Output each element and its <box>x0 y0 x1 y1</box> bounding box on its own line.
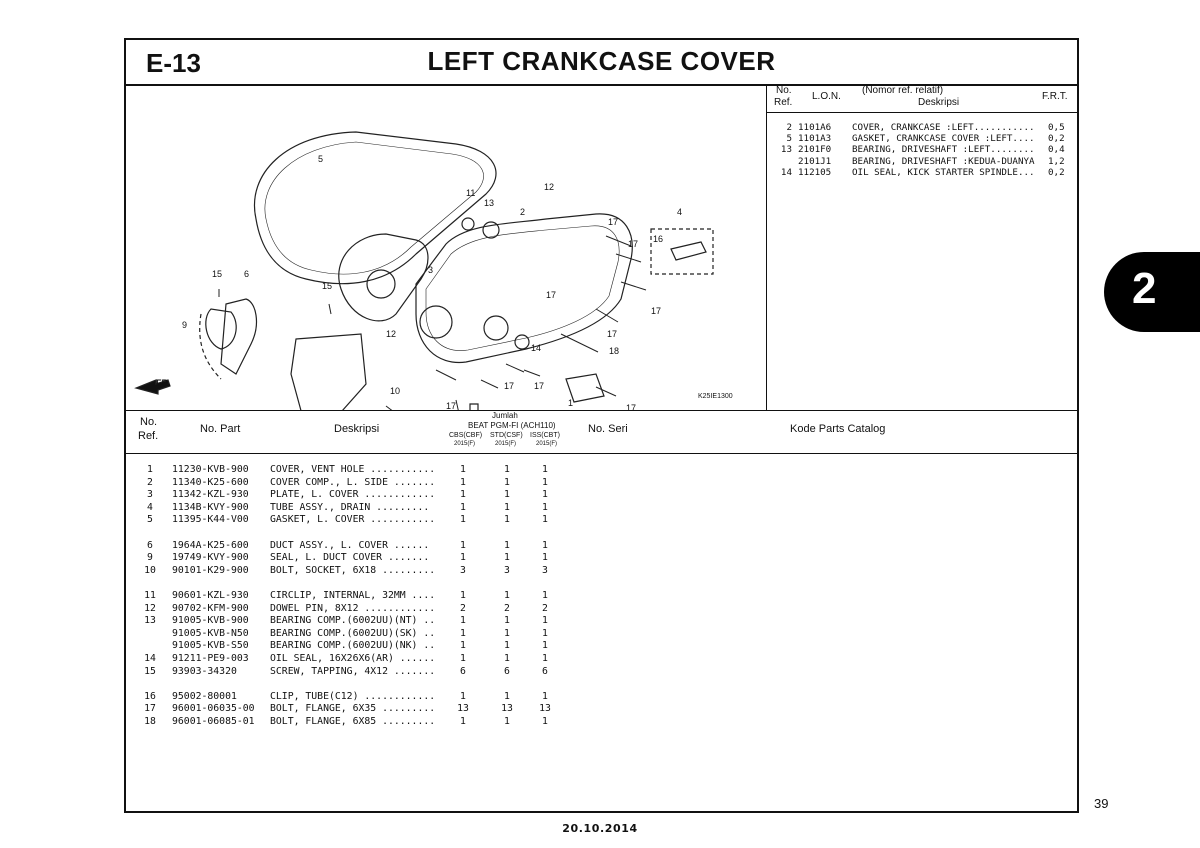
cell-desc: GASKET, L. COVER ........... <box>270 514 436 526</box>
cell-desc: BOLT, FLANGE, 6X35 ......... <box>270 703 436 715</box>
cell-part: 11342-KZL-930 <box>172 489 249 501</box>
callout-17f: 17 <box>534 381 545 391</box>
table-row <box>126 464 1077 477</box>
catalog-page-frame <box>124 38 1079 813</box>
cell-part: 90601-KZL-930 <box>172 590 249 601</box>
callout-17c: 17 <box>651 306 662 316</box>
cell-q-0: 1 <box>460 539 466 551</box>
col-ref: Ref. <box>138 430 159 442</box>
cell-q-1: 1 <box>504 514 510 526</box>
table-row <box>126 640 1077 653</box>
variant-1-year: 2015(F) <box>454 441 476 447</box>
ref-row <box>766 133 1079 144</box>
table-row <box>126 653 1077 666</box>
callout-17b: 17 <box>628 239 639 249</box>
cell-q-2: 1 <box>542 514 548 526</box>
cell-no: 2 <box>147 476 153 488</box>
cell-q-2: 1 <box>542 464 548 475</box>
cell-q-1: 1 <box>504 640 510 652</box>
callout-12b: 12 <box>544 182 555 192</box>
cell-part: 93903-34320 <box>172 665 237 677</box>
callout-10: 10 <box>390 386 401 396</box>
cell-desc: CIRCLIP, INTERNAL, 32MM .... <box>270 590 436 601</box>
cell-desc: BEARING COMP.(6002UU)(NK) .. <box>270 640 436 652</box>
cell-part: 91211-PE9-003 <box>172 653 249 664</box>
table-row <box>126 628 1077 641</box>
table-row <box>126 489 1077 502</box>
ref-cell-desc: BEARING, DRIVESHAFT :KEDUA-DUANYA <box>852 155 1035 167</box>
callout-5: 5 <box>318 154 324 164</box>
ref-col-desk: Deskripsi <box>918 97 960 108</box>
col-seri: No. Seri <box>588 423 628 435</box>
callout-14: 14 <box>531 343 542 353</box>
ref-cell-no: 14 <box>780 166 792 178</box>
ref-col-ref: Ref. <box>774 97 793 108</box>
cell-q-1: 1 <box>504 627 510 639</box>
fr-label: FR. <box>156 378 171 388</box>
callout-17k: 17 <box>546 290 557 300</box>
callout-17e: 17 <box>504 381 515 391</box>
cell-no: 10 <box>144 564 156 576</box>
cell-q-2: 1 <box>542 690 548 702</box>
cell-q-0: 1 <box>460 653 466 664</box>
callout-13: 13 <box>484 198 495 208</box>
cell-q-0: 1 <box>460 552 466 564</box>
ref-cell-lon: 112105 <box>798 166 832 178</box>
variant-1: CBS(CBF) <box>449 432 483 439</box>
cell-no: 1 <box>147 464 153 475</box>
cell-q-1: 13 <box>501 703 513 715</box>
callout-11: 11 <box>466 188 476 198</box>
ref-cell-desc: OIL SEAL, KICK STARTER SPINDLE... <box>852 166 1035 178</box>
ref-cell-frt: 0,2 <box>1048 133 1065 145</box>
cell-no: 17 <box>144 703 156 715</box>
cell-q-0: 1 <box>460 627 466 639</box>
cell-part: 96001-06035-00 <box>172 703 255 715</box>
cell-no: 18 <box>144 716 156 727</box>
cell-no: 4 <box>147 501 153 513</box>
cell-q-1: 1 <box>504 716 510 727</box>
cell-q-2: 2 <box>542 602 548 614</box>
diagram-code: K25IE1300 <box>698 393 733 400</box>
page-number: 39 <box>1094 796 1109 811</box>
ref-row <box>766 156 1079 167</box>
cell-part: 91005-KVB-N50 <box>172 627 249 639</box>
parts-illustration <box>126 84 766 410</box>
ref-cell-desc: BEARING, DRIVESHAFT :LEFT........ <box>852 144 1035 156</box>
cell-q-2: 1 <box>542 539 548 551</box>
callout-18: 18 <box>609 346 620 356</box>
cell-desc: OIL SEAL, 16X26X6(AR) ...... <box>270 653 436 664</box>
cell-q-2: 1 <box>542 640 548 652</box>
cell-q-0: 1 <box>460 716 466 727</box>
cell-q-2: 1 <box>542 489 548 501</box>
table-row <box>126 703 1077 716</box>
cell-q-1: 1 <box>504 476 510 488</box>
callout-12: 12 <box>386 329 397 339</box>
cell-q-1: 1 <box>504 615 510 627</box>
cell-no: 15 <box>144 665 156 677</box>
cell-q-1: 1 <box>504 464 510 475</box>
col-kode: Kode Parts Catalog <box>790 423 886 435</box>
cell-no: 13 <box>144 615 156 627</box>
table-row <box>126 502 1077 515</box>
callout-15: 15 <box>212 269 223 279</box>
cell-q-1: 6 <box>504 665 510 677</box>
seal-outline <box>206 309 236 349</box>
cell-q-1: 1 <box>504 653 510 664</box>
cell-q-0: 1 <box>460 464 466 475</box>
cell-q-0: 1 <box>460 514 466 526</box>
cell-q-0: 3 <box>460 564 466 576</box>
duct-assy-outline <box>221 299 256 374</box>
cell-q-0: 1 <box>460 489 466 501</box>
variant-2: STD(CSF) <box>490 432 523 439</box>
cell-q-0: 1 <box>460 590 466 601</box>
cell-part: 1134B-KVY-900 <box>172 501 249 513</box>
section-tab <box>1104 252 1200 332</box>
page-title: LEFT CRANKCASE COVER <box>427 46 776 76</box>
cell-q-0: 1 <box>460 501 466 513</box>
cell-part: 1964A-K25-600 <box>172 539 249 551</box>
cell-q-1: 1 <box>504 690 510 702</box>
duct-cover-outline <box>291 334 366 410</box>
cell-q-2: 1 <box>542 653 548 664</box>
ref-row <box>766 122 1079 133</box>
cell-q-1: 1 <box>504 590 510 601</box>
callout-9: 9 <box>182 320 188 330</box>
cell-desc: CLIP, TUBE(C12) ............ <box>270 690 436 702</box>
cell-q-2: 1 <box>542 476 548 488</box>
ref-row <box>766 167 1079 178</box>
cell-no: 9 <box>147 552 153 564</box>
ref-cell-no: 5 <box>786 133 792 145</box>
ref-cell-frt: 0,5 <box>1048 122 1065 133</box>
cell-q-2: 3 <box>542 564 548 576</box>
cell-q-2: 1 <box>542 627 548 639</box>
ref-cell-no: 2 <box>786 122 792 133</box>
ref-cell-lon: 1101A3 <box>798 133 832 145</box>
cell-desc: DOWEL PIN, 8X12 ............ <box>270 602 436 614</box>
cell-no: 14 <box>144 653 156 664</box>
cell-q-1: 1 <box>504 501 510 513</box>
callout-1: 1 <box>568 398 574 408</box>
cell-part: 90101-K29-900 <box>172 564 249 576</box>
callout-17a: 17 <box>608 217 619 227</box>
table-row <box>126 603 1077 616</box>
cell-q-1: 1 <box>504 552 510 564</box>
ref-time-panel <box>766 84 1079 410</box>
table-row <box>126 590 1077 603</box>
cell-desc: BEARING COMP.(6002UU)(NT) .. <box>270 615 436 627</box>
cell-q-1: 1 <box>504 489 510 501</box>
col-no: No. <box>140 416 158 428</box>
cell-part: 11340-K25-600 <box>172 476 249 488</box>
ref-cell-lon: 2101F0 <box>798 144 832 156</box>
cell-no: 3 <box>147 489 153 501</box>
table-row <box>126 691 1077 704</box>
cell-q-2: 1 <box>542 716 548 727</box>
ref-panel-header <box>766 84 1079 113</box>
cell-part: 91005-KVB-S50 <box>172 640 249 652</box>
table-row <box>126 615 1077 628</box>
cell-no: 5 <box>147 514 153 526</box>
cell-q-2: 13 <box>539 703 551 715</box>
cell-q-0: 1 <box>460 640 466 652</box>
callout-2: 2 <box>520 207 526 217</box>
cell-q-2: 1 <box>542 552 548 564</box>
cell-part: 11395-K44-V00 <box>172 514 249 526</box>
cell-desc: TUBE ASSY., DRAIN ......... <box>270 501 430 513</box>
variant-3: ISS(CBT) <box>530 432 560 439</box>
section-code: E-13 <box>146 48 201 78</box>
cell-part: 96001-06085-01 <box>172 716 255 727</box>
cell-no: 6 <box>147 539 153 551</box>
gasket-outline <box>254 132 496 284</box>
crankcase-cover-outline <box>416 214 632 363</box>
cell-part: 11230-KVB-900 <box>172 464 249 475</box>
ref-row <box>766 144 1079 155</box>
callout-17h: 17 <box>626 403 637 410</box>
callout-17d: 17 <box>607 329 618 339</box>
cell-desc: COVER, VENT HOLE ........... <box>270 464 436 475</box>
cell-no: 12 <box>144 602 156 614</box>
diagram-callouts <box>182 154 682 410</box>
ref-col-no: No. <box>776 85 792 96</box>
cell-q-0: 13 <box>457 703 469 715</box>
variant-2-year: 2015(F) <box>495 441 517 447</box>
ref-col-lon: L.O.N. <box>812 91 841 102</box>
table-row <box>126 477 1077 490</box>
cell-q-0: 1 <box>460 476 466 488</box>
col-desc: Deskripsi <box>334 423 380 435</box>
table-row <box>126 565 1077 578</box>
cell-desc: SEAL, L. DUCT COVER ....... <box>270 552 430 564</box>
cell-q-2: 1 <box>542 590 548 601</box>
cell-q-2: 6 <box>542 665 548 677</box>
callout-15b: 15 <box>322 281 333 291</box>
col-jumlah: Jumlah <box>492 411 518 420</box>
callout-4: 4 <box>677 207 683 217</box>
cell-q-0: 2 <box>460 602 466 614</box>
footer-date: 20.10.2014 <box>562 822 638 835</box>
ref-cell-lon: 1101A6 <box>798 122 832 133</box>
cell-q-2: 1 <box>542 615 548 627</box>
variant-3-year: 2015(F) <box>536 441 558 447</box>
ref-cell-frt: 0,4 <box>1048 144 1065 156</box>
table-row <box>126 514 1077 527</box>
callout-3: 3 <box>428 265 434 275</box>
plate-outline <box>339 234 428 321</box>
cell-desc: BEARING COMP.(6002UU)(SK) .. <box>270 627 436 639</box>
cell-desc: BOLT, SOCKET, 6X18 ......... <box>270 564 436 576</box>
callout-16: 16 <box>653 234 664 244</box>
exploded-parts-diagram <box>126 84 767 410</box>
ref-cell-frt: 1,2 <box>1048 155 1065 167</box>
cell-part: 90702-KFM-900 <box>172 602 249 614</box>
cell-part: 19749-KVY-900 <box>172 552 249 564</box>
table-row <box>126 666 1077 679</box>
cell-desc: BOLT, FLANGE, 6X85 ......... <box>270 716 436 727</box>
cell-q-1: 2 <box>504 602 510 614</box>
parts-table-header <box>126 410 1077 454</box>
cell-part: 95002-80001 <box>172 690 237 702</box>
section-tab-number: 2 <box>1132 264 1157 313</box>
cell-q-2: 1 <box>542 501 548 513</box>
callout-17g: 17 <box>446 401 457 410</box>
cell-q-1: 3 <box>504 564 510 576</box>
cell-desc: PLATE, L. COVER ............ <box>270 489 436 501</box>
col-part: No. Part <box>200 423 241 435</box>
ref-cell-desc: GASKET, CRANKCASE COVER :LEFT.... <box>852 133 1035 145</box>
cell-desc: COVER COMP., L. SIDE ....... <box>270 476 436 488</box>
table-row <box>126 540 1077 553</box>
col-model: BEAT PGM-FI (ACH110) <box>468 421 556 430</box>
ref-cell-no: 13 <box>780 144 792 156</box>
ref-col-nomor: (Nomor ref. relatif) <box>862 85 944 96</box>
table-row <box>126 716 1077 729</box>
cell-desc: DUCT ASSY., L. COVER ...... <box>270 539 430 551</box>
cell-no: 16 <box>144 690 156 702</box>
callout-6: 6 <box>244 269 250 279</box>
cell-part: 91005-KVB-900 <box>172 615 249 627</box>
ref-col-frt: F.R.T. <box>1042 91 1068 102</box>
ref-panel-rows <box>766 122 1079 178</box>
cell-q-0: 1 <box>460 690 466 702</box>
cell-no: 11 <box>144 590 156 601</box>
table-row <box>126 552 1077 565</box>
cell-q-0: 6 <box>460 665 466 677</box>
cell-q-1: 1 <box>504 539 510 551</box>
cell-desc: SCREW, TAPPING, 4X12 ....... <box>270 665 436 677</box>
cell-q-0: 1 <box>460 615 466 627</box>
ref-cell-lon: 2101J1 <box>798 155 832 167</box>
ref-cell-frt: 0,2 <box>1048 166 1065 178</box>
ref-cell-desc: COVER, CRANKCASE :LEFT........... <box>852 122 1035 133</box>
page-header <box>126 40 1077 86</box>
